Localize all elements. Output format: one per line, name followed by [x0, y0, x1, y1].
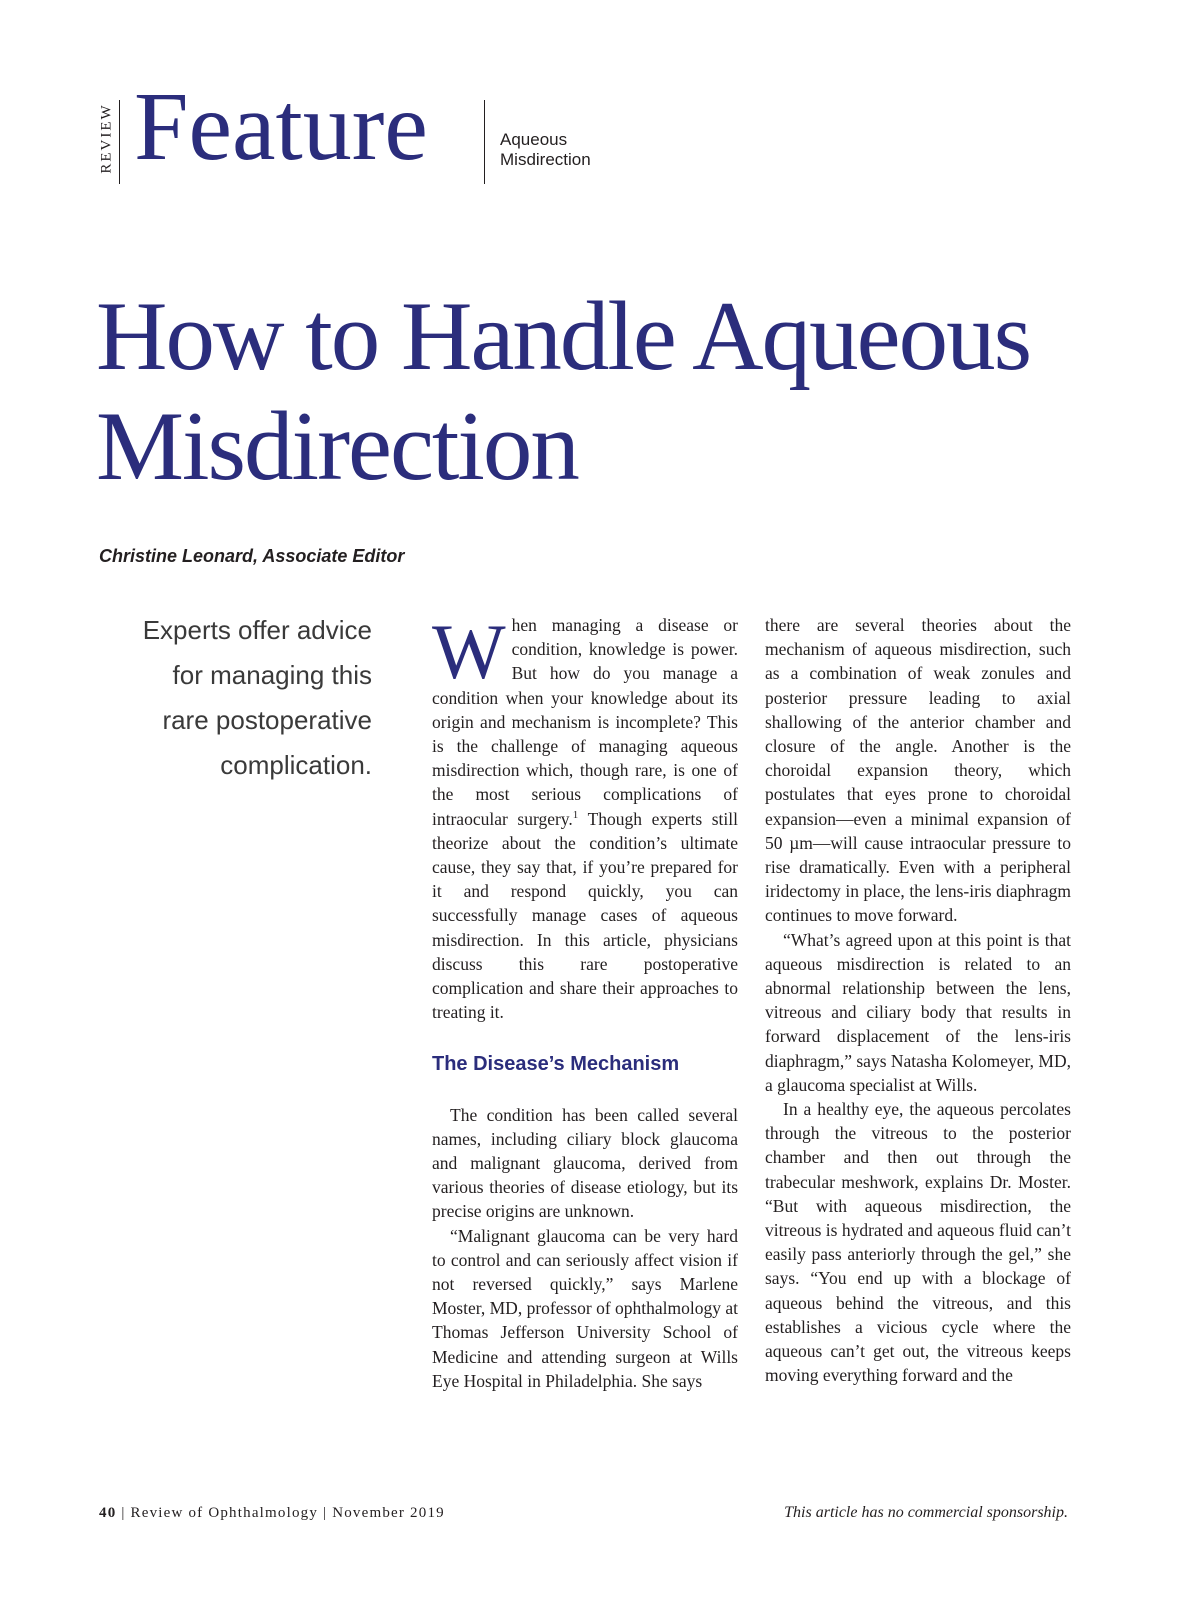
- paragraph: there are several theories about the mechanism of aqueous misdirection, such as a combination of weak zonules and posterior pressure leading to axial shallowing of the anterior chamber and closure of the angle. Another is the choroidal expansion theory, which postulates that eyes prone to choroidal expansion—even a minimal expansion of 50 µm—will cause intraocular pressure to rise dramatically. Even with a peripheral iridectomy in place, the lens-iris diaphragm continues to move forward.: [765, 615, 1071, 926]
- topic-kicker: Aqueous Misdirection: [500, 130, 591, 169]
- section-label: [97, 94, 117, 182]
- feature-label: Feature: [134, 73, 428, 181]
- byline: Christine Leonard, Associate Editor: [99, 546, 405, 566]
- intro-text-continued: Though experts still theorize about the condition’s ultimate cause, they say that, if you’re prepared for it and respond quickly, you can successfully manage cases of aqueous misdirection. In this article, physicians discuss this rare postoperative complication and share their approaches to treating it.: [432, 808, 738, 1023]
- paragraph: “Malignant glaucoma can be very hard to control and can seriously affect vision if not reversed quickly,” says Marlene Moster, MD, professor of ophthalmology at Thomas Jefferson University School of Medicine and attending surgeon at Wills Eye Hospital in Philadelphia. She says: [432, 1225, 738, 1391]
- masthead-divider-left: [119, 100, 120, 184]
- section-subhead: The Disease’s Mechanism: [432, 1053, 680, 1076]
- article-title: How to Handle Aqueous Misdirection: [96, 282, 1031, 501]
- page-footer: [99, 1505, 445, 1522]
- body-column-1: [432, 608, 738, 1393]
- sponsorship-disclaimer: This article has no commercial sponsorship.: [784, 1504, 1068, 1521]
- article-deck: Experts offer advice for managing this rare postoperative complication.: [142, 615, 372, 780]
- body-column-2: [765, 613, 1071, 1388]
- intro-text: hen managing a disease or condition, knowledge is power. But how do you manage a condition when your knowledge about its origin and mechanism is incomplete? This is the challenge of managing aqueous misdirection which, though rare, is one of the most serious complications of intraocular surgery.: [432, 615, 738, 829]
- footnote-ref: 1: [572, 808, 579, 821]
- section-label-text: REVIEW: [98, 102, 115, 174]
- paragraph: In a healthy eye, the aqueous percolates through the vitreous to the posterior chamber and then out through the trabecular meshwork, explains Dr. Moster. “But with aqueous misdirection, the vitreous is hydrated and aqueous fluid can’t easily pass anteriorly through the gel,” she says. “You end up with a blockage of aqueous behind the vitreous, and this establishes a vicious cycle where the aqueous can’t get out, the vitreous keeps moving everything forward and the: [765, 1099, 1071, 1386]
- paragraph-intro: [432, 608, 738, 1024]
- paragraph: The condition has been called several names, including ciliary block glaucoma and malignant glaucoma, derived from various theories of disease etiology, but its precise origins are unknown.: [432, 1104, 738, 1222]
- paragraph: “What’s agreed upon at this point is that aqueous misdirection is related to an abnormal relationship between the lens, vitreous and ciliary body that results in forward displacement of the lens-iris diaphragm,” says Natasha Kolomeyer, MD, a glaucoma specialist at Wills.: [765, 929, 1071, 1095]
- drop-cap: W: [432, 608, 506, 695]
- publication-info: | Review of Ophthalmology | November 2019: [116, 1505, 445, 1521]
- page-number: 40: [99, 1505, 117, 1521]
- masthead-divider-right: [484, 100, 485, 184]
